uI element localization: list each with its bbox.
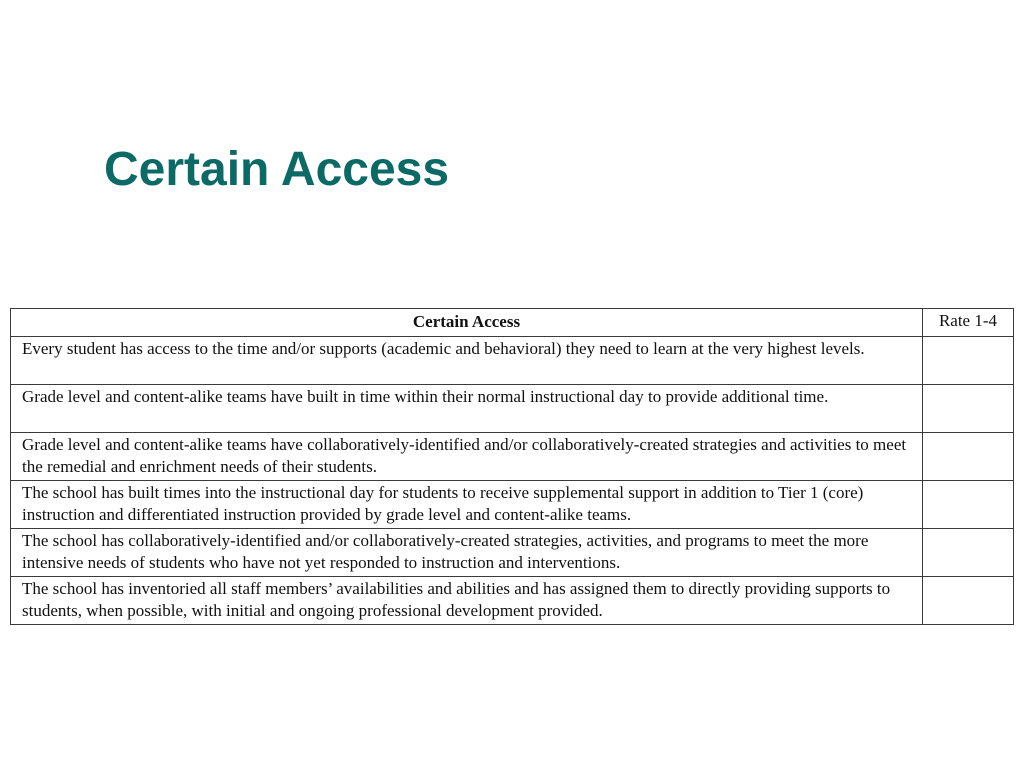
rating-cell[interactable] xyxy=(923,433,1014,481)
table-header-row xyxy=(11,309,1014,337)
rating-cell[interactable] xyxy=(923,577,1014,625)
rating-cell[interactable] xyxy=(923,481,1014,529)
table-row xyxy=(11,337,1014,385)
rating-cell[interactable] xyxy=(923,529,1014,577)
criterion-text: The school has inventoried all staff members’ availabilities and abilities and has assigned them to directly providing supports to students, when possible, with initial and ongoing professional development provided. xyxy=(11,577,923,625)
rating-column-header: Rate 1-4 xyxy=(923,309,1014,337)
table-row xyxy=(11,481,1014,529)
criterion-text: Every student has access to the time and/or supports (academic and behavioral) they need to learn at the very highest levels. xyxy=(11,337,923,385)
rating-cell[interactable] xyxy=(923,337,1014,385)
table-row xyxy=(11,529,1014,577)
table-row xyxy=(11,385,1014,433)
slide-title: Certain Access xyxy=(104,143,450,196)
criterion-text: The school has collaboratively-identified and/or collaboratively-created strategies, activities, and programs to meet the more intensive needs of students who have not yet responded to instruction and interventions. xyxy=(11,529,923,577)
criterion-text: The school has built times into the instructional day for students to receive supplemental support in addition to Tier 1 (core) instruction and differentiated instruction provided by grade level and content-alike teams. xyxy=(11,481,923,529)
certain-access-rubric-table xyxy=(10,308,1014,625)
table-row xyxy=(11,577,1014,625)
criterion-text: Grade level and content-alike teams have collaboratively-identified and/or collaboratively-created strategies and activities to meet the remedial and enrichment needs of their students. xyxy=(11,433,923,481)
criterion-text: Grade level and content-alike teams have built in time within their normal instructional day to provide additional time. xyxy=(11,385,923,433)
rating-cell[interactable] xyxy=(923,385,1014,433)
criteria-column-header: Certain Access xyxy=(11,309,923,337)
table-row xyxy=(11,433,1014,481)
